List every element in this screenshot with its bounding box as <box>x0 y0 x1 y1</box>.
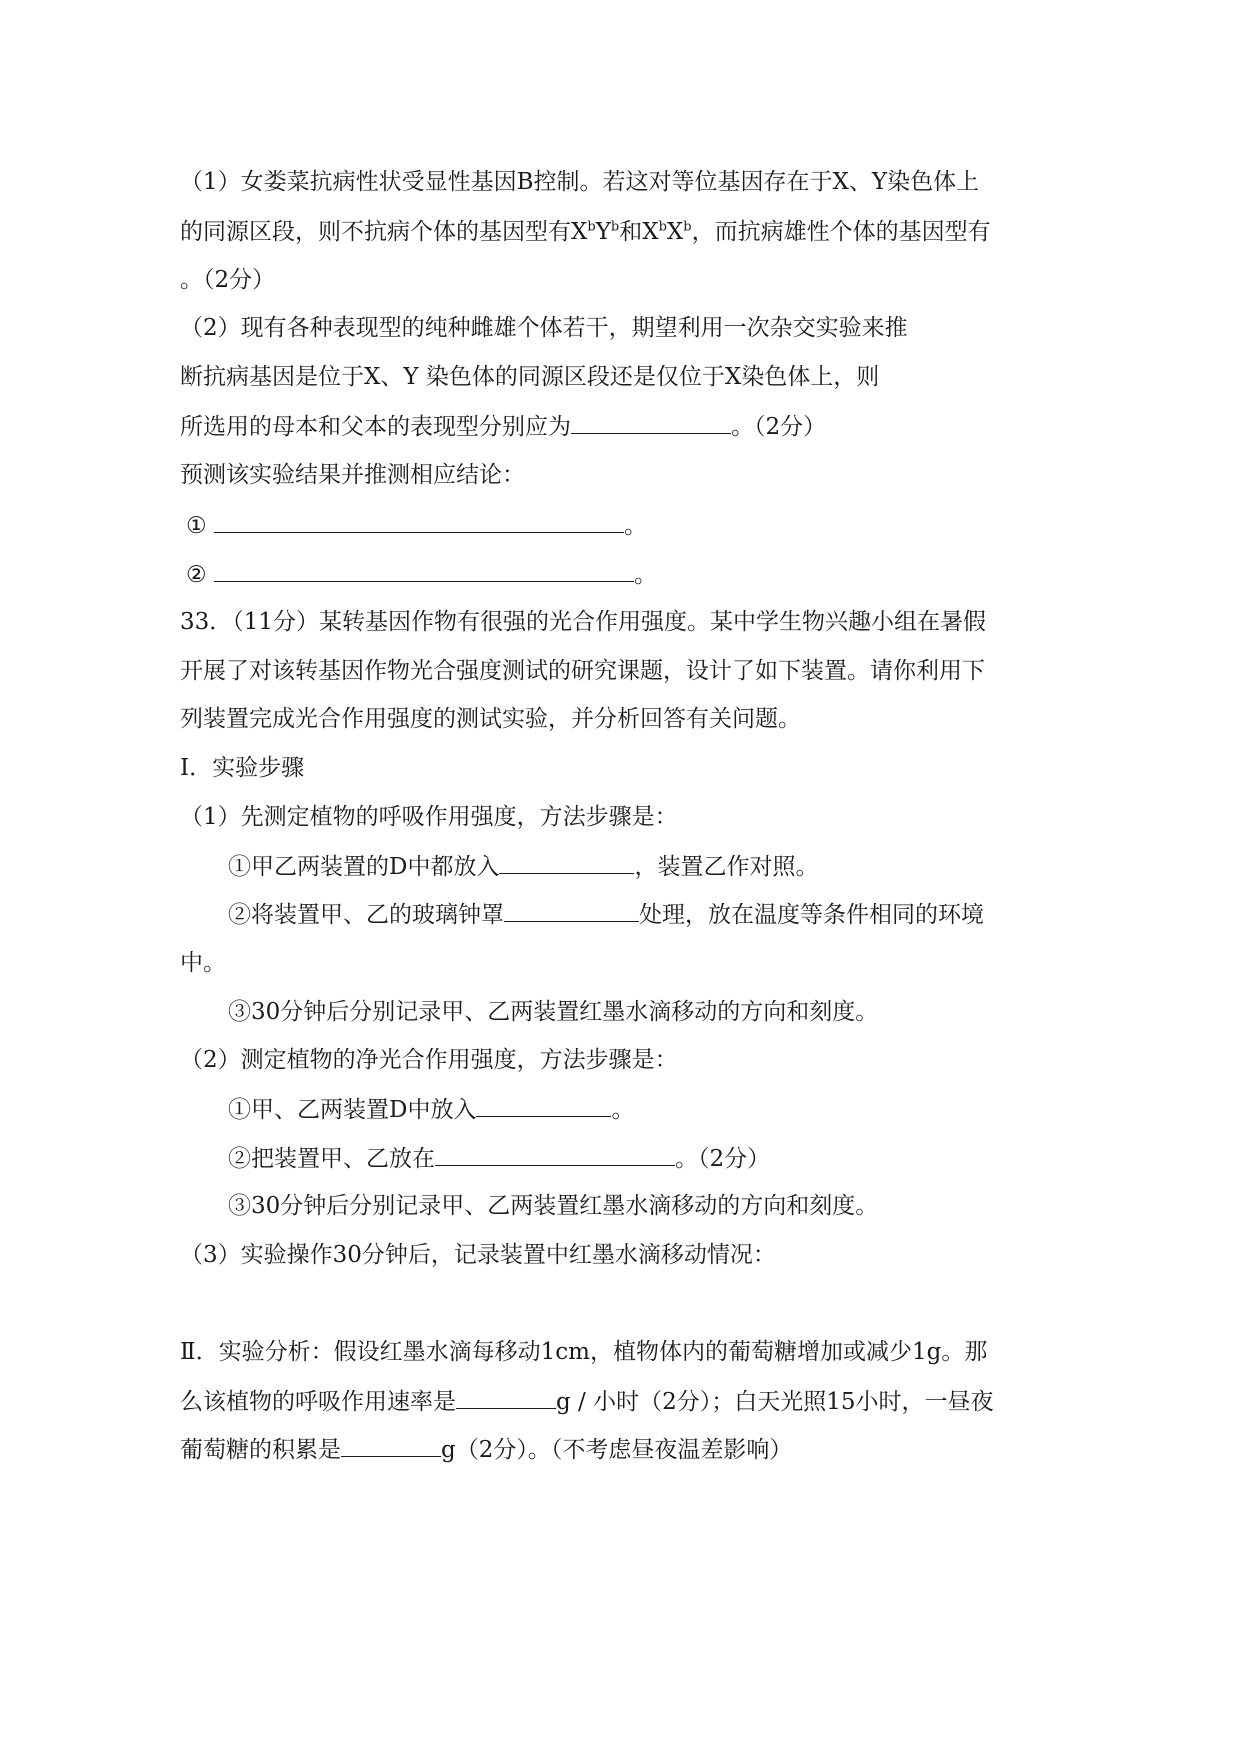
answer-blank[interactable] <box>214 510 624 533</box>
q33-step1-title: （1）先测定植物的呼吸作用强度，方法步骤是： <box>180 804 678 830</box>
q32-p1-line3: 。（2分） <box>180 267 276 293</box>
q32-p2-line4: 预测该实验结果并推测相应结论： <box>180 462 525 488</box>
q33-step1-b: ②将装置甲、乙的玻璃钟罩 处理，放在温度等条件相同的环境 <box>228 899 984 930</box>
answer-blank[interactable] <box>214 559 634 582</box>
answer-blank[interactable] <box>504 899 639 922</box>
q32-p2-item1: ① 。 <box>186 510 647 541</box>
q32-p2-line1: （2）现有各种表现型的纯种雌雄个体若干，期望利用一次杂交实验来推 <box>180 315 908 341</box>
q32-p1-line2: 的同源区段，则不抗病个体的基因型有$X^bY^b$和$X^bX^b$，而抗病雄性个体的基因型有 <box>180 219 991 245</box>
answer-blank[interactable] <box>341 1434 441 1457</box>
q32-p2-item2: ② 。 <box>186 559 657 590</box>
q32-p2-line3: 所选用的母本和父本的表现型分别应为 。（2分） <box>180 411 826 442</box>
q33-step1-c: ③30分钟后分别记录甲、乙两装置红墨水滴移动的方向和刻度。 <box>228 999 879 1025</box>
q33-intro-line2: 开展了对该转基因作物光合强度测试的研究课题，设计了如下装置。请你利用下 <box>180 658 985 684</box>
answer-blank[interactable] <box>435 1143 675 1166</box>
q32-p1-line1: （1）女娄菜抗病性状受显性基因B控制。若这对等位基因存在于X、Y染色体上 <box>180 169 980 195</box>
q33-section1-title: Ⅰ．实验步骤 <box>180 755 305 781</box>
q33-step2-a: ①甲、乙两装置D中放入 。 <box>228 1094 634 1125</box>
q33-step1-b-cont: 中。 <box>180 950 226 976</box>
answer-blank[interactable] <box>571 411 731 434</box>
answer-blank[interactable] <box>476 1094 611 1117</box>
q33-step3-title: （3）实验操作30分钟后，记录装置中红墨水滴移动情况： <box>180 1242 776 1268</box>
q33-step1-a: ①甲乙两装置的D中都放入 ，装置乙作对照。 <box>228 851 818 882</box>
q33-section2-line3: 葡萄糖的积累是 g（2分）。（不考虑昼夜温差影响） <box>180 1434 792 1465</box>
answer-blank[interactable] <box>456 1386 556 1409</box>
q33-intro-line3: 列装置完成光合作用强度的测试实验，并分析回答有关问题。 <box>180 706 801 732</box>
q33-section2-line1: Ⅱ．实验分析：假设红墨水滴每移动1cm，植物体内的葡萄糖增加或减少1g。那 <box>180 1339 988 1365</box>
q33-step2-title: （2）测定植物的净光合作用强度，方法步骤是： <box>180 1047 678 1073</box>
q33-intro-line1: 33．（11分）某转基因作物有很强的光合作用强度。某中学生物兴趣小组在暑假 <box>180 609 987 635</box>
q33-step2-b: ②把装置甲、乙放在 。（2分） <box>228 1143 770 1174</box>
q32-p2-line2: 断抗病基因是位于X、Y 染色体的同源区段还是仅位于X染色体上，则 <box>180 364 880 390</box>
answer-blank[interactable] <box>499 851 634 874</box>
q33-section2-line2: 么该植物的呼吸作用速率是 g / 小时（2分）；白天光照15小时，一昼夜 <box>180 1386 994 1417</box>
q33-step2-c: ③30分钟后分别记录甲、乙两装置红墨水滴移动的方向和刻度。 <box>228 1193 879 1219</box>
